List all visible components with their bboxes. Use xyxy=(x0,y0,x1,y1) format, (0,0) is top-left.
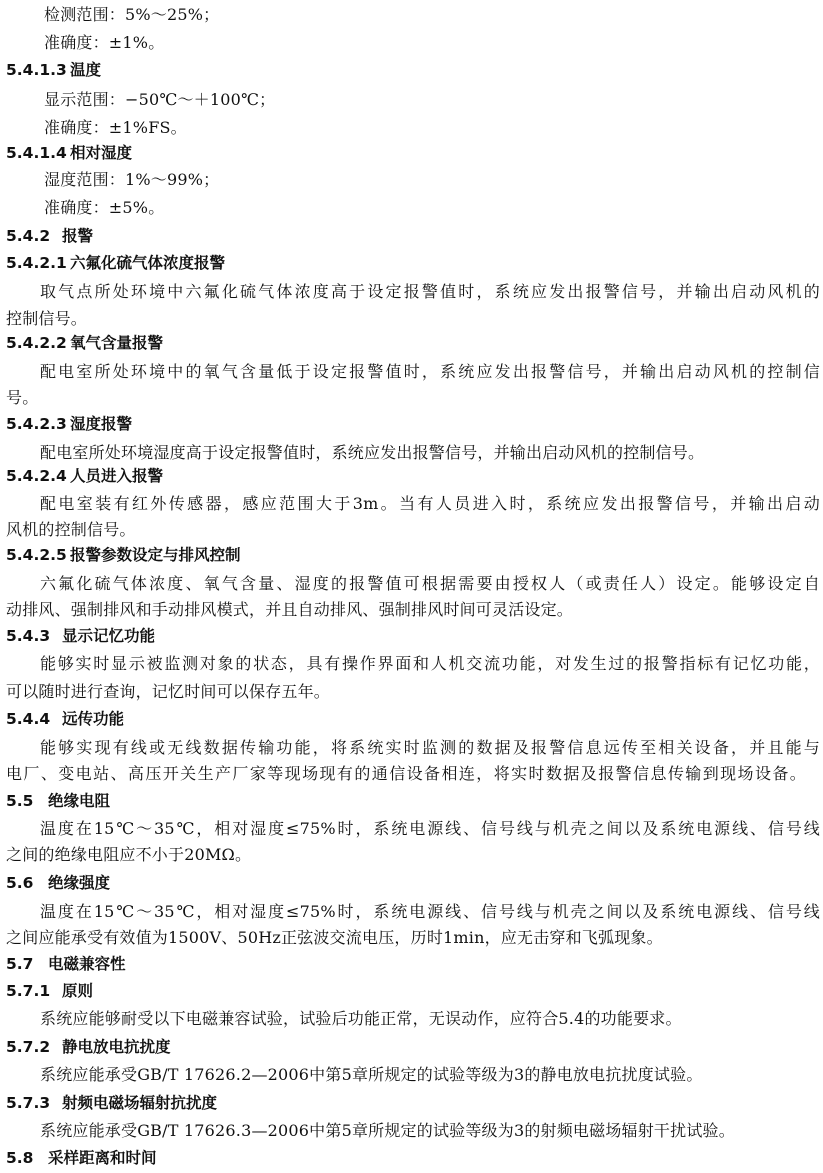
section-heading xyxy=(6,547,241,564)
paragraph-line: 湿度范围：1%～99%； xyxy=(44,170,220,189)
section-title: 原则 xyxy=(62,982,94,1000)
paragraph-line: 系统应能承受GB/T 17626.3—2006中第5章所规定的试验等级为3的射频电磁场辐射干扰试验。 xyxy=(40,1121,735,1140)
paragraph-line: 配电室所处环境湿度高于设定报警值时，系统应发出报警信号，并输出启动风机的控制信号。 xyxy=(40,443,705,462)
section-number: 5.4.2.5 xyxy=(6,546,67,564)
section-title: 远传功能 xyxy=(62,710,125,728)
paragraph-line: 电厂、变电站、高压开关生产厂家等现场现有的通信设备相连，将实时数据及报警信息传输到现场设备。 xyxy=(6,764,806,783)
paragraph-line: 能够实现有线或无线数据传输功能，将系统实时监测的数据及报警信息远传至相关设备，并且能与 xyxy=(40,738,820,757)
section-title: 温度 xyxy=(70,61,102,79)
paragraph-line: 风机的控制信号。 xyxy=(6,520,136,539)
section-title: 采样距离和时间 xyxy=(48,1149,157,1167)
paragraph-line: 显示范围：−50℃～＋100℃； xyxy=(44,90,276,109)
paragraph-line: 准确度：±1%。 xyxy=(44,33,165,52)
section-heading xyxy=(6,1150,157,1167)
section-number: 5.7.3 xyxy=(6,1094,51,1112)
section-title: 相对湿度 xyxy=(70,144,133,162)
paragraph-line: 动排风、强制排风和手动排风模式，并且自动排风、强制排风时间可灵活设定。 xyxy=(6,600,574,619)
section-title: 六氟化硫气体浓度报警 xyxy=(70,254,226,272)
section-number: 5.8 xyxy=(6,1149,34,1167)
paragraph-line: 能够实时显示被监测对象的状态，具有操作界面和人机交流功能，对发生过的报警指标有记忆功能， xyxy=(40,654,820,673)
section-heading xyxy=(6,956,126,973)
paragraph-line: 可以随时进行查询，记忆时间可以保存五年。 xyxy=(6,682,331,701)
section-number: 5.7.2 xyxy=(6,1038,51,1056)
section-title: 电磁兼容性 xyxy=(48,955,126,973)
section-title: 绝缘强度 xyxy=(48,874,111,892)
section-title: 射频电磁场辐射抗扰度 xyxy=(62,1094,218,1112)
section-number: 5.4.2.2 xyxy=(6,334,67,352)
section-heading xyxy=(6,628,155,645)
section-heading xyxy=(6,983,93,1000)
paragraph-line: 准确度：±1%FS。 xyxy=(44,118,187,137)
section-heading xyxy=(6,228,93,245)
section-number: 5.4.2 xyxy=(6,227,51,245)
section-number: 5.5 xyxy=(6,792,34,810)
section-title: 报警 xyxy=(62,227,94,245)
section-number: 5.4.4 xyxy=(6,710,51,728)
section-heading xyxy=(6,793,110,810)
section-number: 5.7.1 xyxy=(6,982,51,1000)
section-number: 5.4.2.3 xyxy=(6,415,67,433)
section-heading xyxy=(6,1039,171,1056)
paragraph-line: 配电室装有红外传感器，感应范围大于3m。当有人员进入时，系统应发出报警信号，并输出启动 xyxy=(40,494,820,513)
section-heading xyxy=(6,416,132,433)
section-number: 5.4.1.3 xyxy=(6,61,67,79)
paragraph-line: 号。 xyxy=(6,388,39,407)
section-heading xyxy=(6,875,110,892)
section-number: 5.4.2.4 xyxy=(6,467,67,485)
paragraph-line: 系统应能够耐受以下电磁兼容试验，试验后功能正常，无误动作，应符合5.4的功能要求。 xyxy=(40,1009,682,1028)
paragraph-line: 取气点所处环境中六氟化硫气体浓度高于设定报警值时，系统应发出报警信号，并输出启动风机的 xyxy=(40,282,820,301)
section-number: 5.4.3 xyxy=(6,627,51,645)
paragraph-line: 之间应能承受有效值为1500V、50Hz正弦波交流电压，历时1min，应无击穿和飞弧现象。 xyxy=(6,928,663,947)
section-heading xyxy=(6,62,101,79)
section-heading xyxy=(6,711,124,728)
section-heading xyxy=(6,468,163,485)
section-heading xyxy=(6,335,163,352)
section-heading xyxy=(6,255,225,272)
section-number: 5.4.1.4 xyxy=(6,144,67,162)
section-number: 5.7 xyxy=(6,955,34,973)
paragraph-line: 温度在15℃～35℃，相对湿度≤75%时，系统电源线、信号线与机壳之间以及系统电源线、信号线 xyxy=(40,819,820,838)
section-title: 绝缘电阻 xyxy=(48,792,111,810)
paragraph-line: 检测范围：5%～25%； xyxy=(44,5,220,24)
paragraph-line: 配电室所处环境中的氧气含量低于设定报警值时，系统应发出报警信号，并输出启动风机的控制信 xyxy=(40,362,820,381)
section-title: 报警参数设定与排风控制 xyxy=(70,546,241,564)
section-heading xyxy=(6,145,132,162)
section-number: 5.6 xyxy=(6,874,34,892)
section-title: 人员进入报警 xyxy=(70,467,164,485)
section-title: 湿度报警 xyxy=(70,415,133,433)
paragraph-line: 六氟化硫气体浓度、氧气含量、湿度的报警值可根据需要由授权人（或责任人）设定。能够设定自 xyxy=(40,574,820,593)
paragraph-line: 控制信号。 xyxy=(6,309,88,328)
section-number: 5.4.2.1 xyxy=(6,254,67,272)
paragraph-line: 系统应能承受GB/T 17626.2—2006中第5章所规定的试验等级为3的静电放电抗扰度试验。 xyxy=(40,1065,703,1084)
section-heading xyxy=(6,1095,217,1112)
section-title: 静电放电抗扰度 xyxy=(62,1038,171,1056)
section-title: 氧气含量报警 xyxy=(70,334,164,352)
paragraph-line: 之间的绝缘电阻应不小于20MΩ。 xyxy=(6,845,252,864)
paragraph-line: 温度在15℃～35℃，相对湿度≤75%时，系统电源线、信号线与机壳之间以及系统电源线、信号线 xyxy=(40,902,820,921)
section-title: 显示记忆功能 xyxy=(62,627,156,645)
paragraph-line: 准确度：±5%。 xyxy=(44,198,165,217)
